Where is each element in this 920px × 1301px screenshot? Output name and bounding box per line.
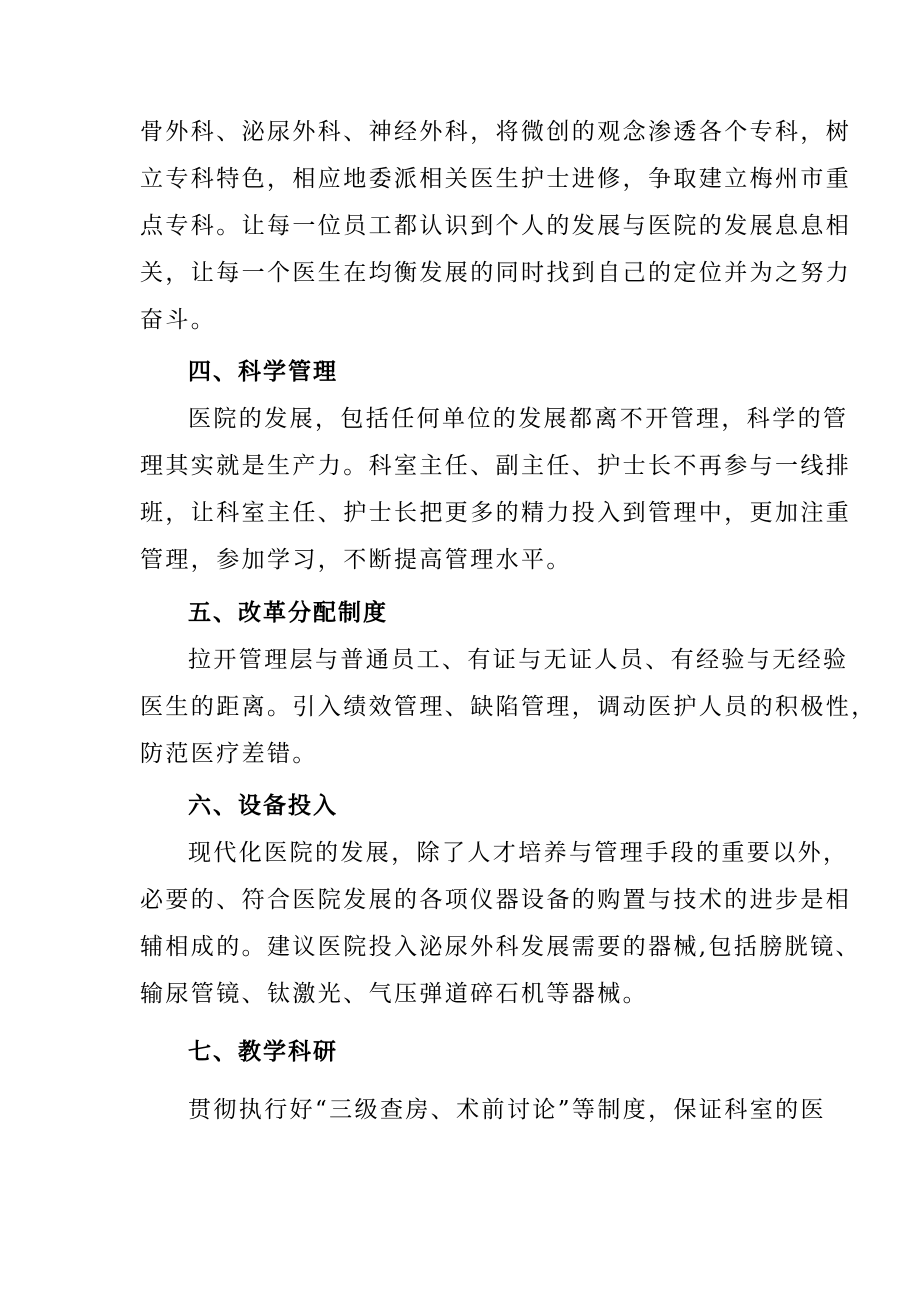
- section-heading-teaching-research: 七、教学科研: [188, 1039, 338, 1065]
- paragraph-line: 点专科。让每一位员工都认识到个人的发展与医院的发展息息相: [140, 213, 852, 239]
- paragraph-line: 班，让科室主任、护士长把更多的精力投入到管理中，更加注重: [140, 500, 852, 526]
- paragraph-line: 医院的发展，包括任何单位的发展都离不开管理，科学的管: [188, 406, 849, 432]
- paragraph-line: 奋斗。: [140, 307, 217, 333]
- paragraph-line: 骨外科、泌尿外科、神经外科，将微创的观念渗透各个专科，树: [140, 119, 852, 145]
- paragraph-line: 输尿管镜、钛激光、气压弹道碎石机等器械。: [140, 981, 648, 1007]
- paragraph-line: 理其实就是生产力。科室主任、副主任、护士长不再参与一线排: [140, 453, 852, 479]
- section-heading-distribution-reform: 五、改革分配制度: [188, 600, 388, 626]
- paragraph-line: 必要的、符合医院发展的各项仪器设备的购置与技术的进步是相: [140, 887, 852, 913]
- paragraph-line: 现代化医院的发展，除了人才培养与管理手段的重要以外，: [188, 840, 849, 866]
- paragraph-line: 立专科特色，相应地委派相关医生护士进修，争取建立梅州市重: [140, 166, 852, 192]
- paragraph-line: 辅相成的。建议医院投入泌尿外科发展需要的器械,包括膀胱镜、: [140, 934, 861, 960]
- section-heading-scientific-management: 四、科学管理: [188, 359, 338, 385]
- paragraph-line: 贯彻执行好“三级查房、术前讨论”等制度，保证科室的医: [188, 1097, 826, 1123]
- paragraph-line: 关，让每一个医生在均衡发展的同时找到自己的定位并为之努力: [140, 260, 852, 286]
- paragraph-line: 管理，参加学习，不断提高管理水平。: [140, 547, 572, 573]
- section-heading-equipment-investment: 六、设备投入: [188, 793, 338, 819]
- paragraph-line: 拉开管理层与普通员工、有证与无证人员、有经验与无经验: [188, 647, 849, 673]
- paragraph-line: 防范医疗差错。: [140, 741, 318, 767]
- paragraph-line: 医生的距离。引入绩效管理、缺陷管理，调动医护人员的积极性，: [140, 694, 877, 720]
